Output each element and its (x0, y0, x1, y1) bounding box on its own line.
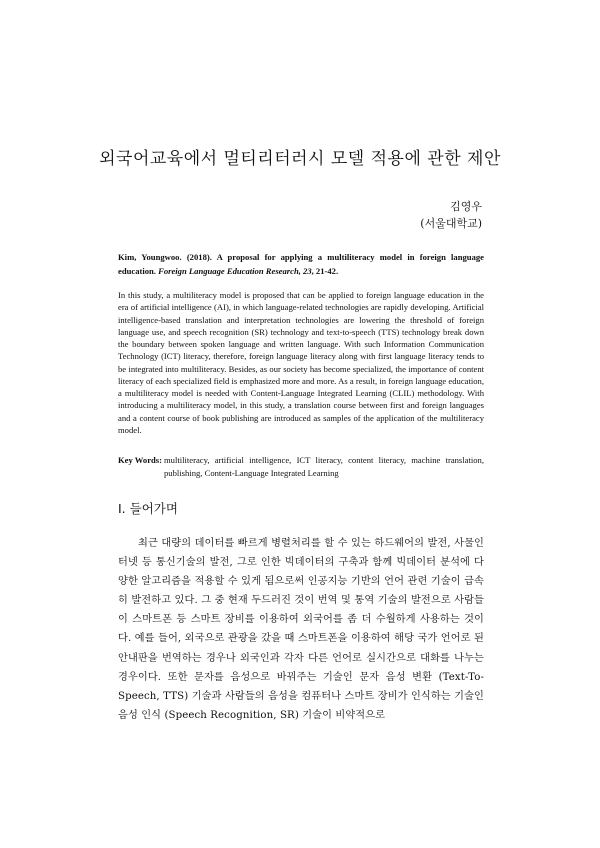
citation-journal: Foreign Language Education Research, 23 (158, 266, 312, 276)
citation (118, 250, 484, 278)
abstract: In this study, a multiliteracy model is proposed that can be applied to foreign language education in the era of artificial intelligence (AI), in which language-related technologies are rapidly developing. Artificial intelligence-based translation and interpretation technologies are lowering the threshold of foreign language use, and speech recognition (SR) technology and text-to-speech (TTS) technology break down the boundary between spoken language and written language. With such Information Communication Technology (ICT) literacy, therefore, foreign language literacy along with first language literacy tends to be integrated into multiliteracy. Besides, as our society has become specialized, the importance of content literacy of each specialized field is emphasized more and more. As a result, in foreign language education, a multiliteracy model is needed with Content-Language Integrated Learning (CLIL) methodology. With introducing a multiliteracy model, in this study, a translation course between first and foreign languages and a content course of book publishing are introduced as samples of the application of the multiliteracy model. (118, 290, 484, 435)
citation-pages: , 21-42. (311, 266, 339, 276)
keywords (118, 454, 484, 480)
section-body: 최근 대량의 데이터를 빠르게 병렬처리를 할 수 있는 하드웨어의 발전, 사물인터넷 등 통신기술의 발전, 그로 인한 빅데이터의 구축과 함께 빅데이터 분석에 다양한 알고리즘을 적용할 수 있게 됨으로써 인공지능 기반의 언어 관련 기술이 급속히 발전하고 있다. 그 중 현재 두드러진 것이 번역 및 통역 기술의 발전으로 사람들이 스마트폰 등 스마트 장비를 이용하여 외국어를 좀 더 수월하게 사용하는 것이다. 예를 들어, 외국으로 관광을 갔을 때 스마트폰을 이용하여 해당 국가 언어로 된 안내판을 번역하는 경우나 외국인과 각자 다른 언어로 실시간으로 대화를 나누는 경우이다. 또한 문자를 음성으로 바꿔주는 기술인 문자 음성 변환 (Text-To-Speech, TTS) 기술과 사람들의 음성을 컴퓨터나 스마트 장비가 인식하는 기술인 음성 인식 (Speech Recognition, SR) 기술이 비약적으로 (118, 538, 484, 721)
paper-title: 외국어교육에서 멀티리터러시 모델 적용에 관한 제안 (99, 149, 501, 169)
keywords-label: Key Words: (118, 455, 163, 465)
section-heading: Ⅰ. 들어가며 (118, 501, 178, 516)
keywords-text: multiliteracy, artificial intelligence, ICT literacy, content literacy, machine translation, publishing, Content-Language Integrated Learning (164, 455, 484, 478)
author-affiliation: (서울대학교) (420, 217, 482, 230)
author-name: 김영우 (450, 200, 482, 213)
author-block (420, 198, 482, 232)
citation-prefix: Kim, Youngwoo. (2018). A proposal for applying a multiliteracy model in foreign language education. (118, 252, 484, 276)
